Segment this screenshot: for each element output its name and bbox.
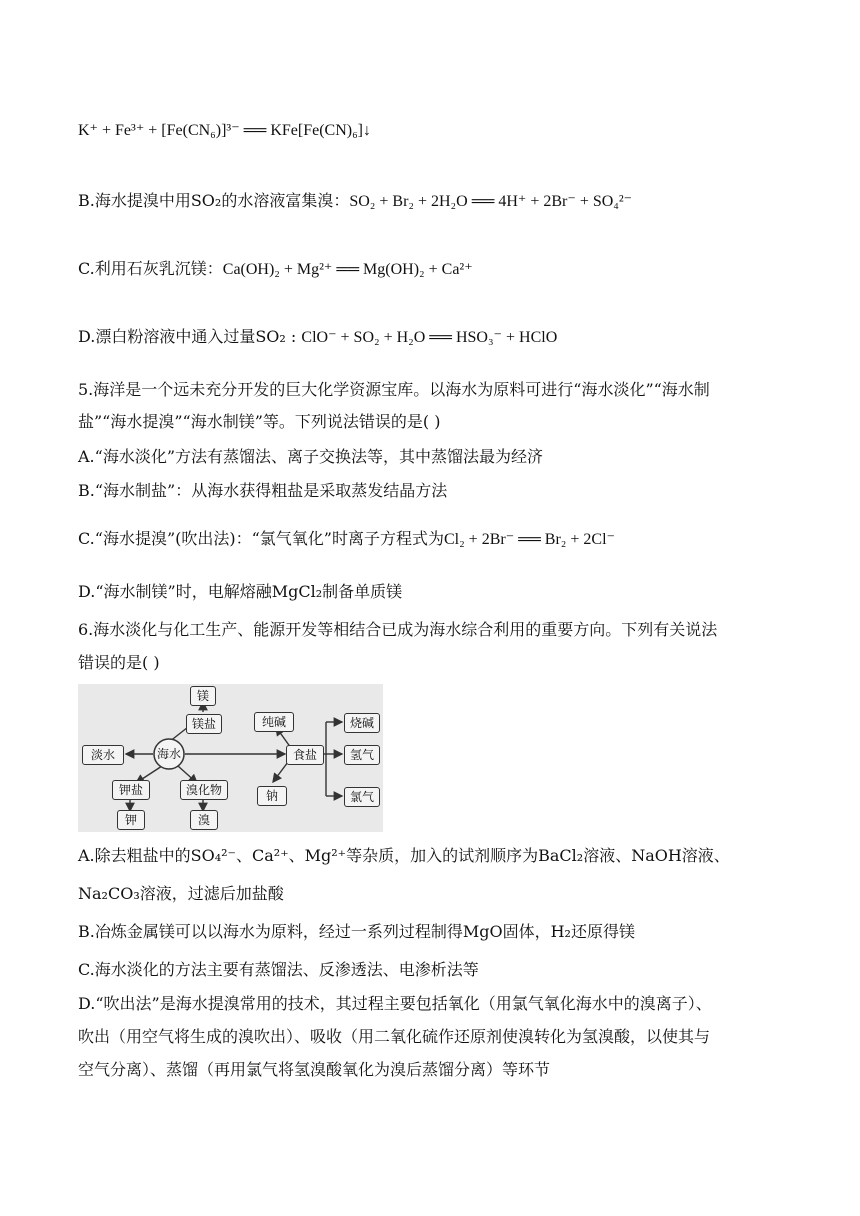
node-salt: 食盐 — [286, 745, 324, 765]
q4-option-b — [78, 190, 632, 213]
q6-stem-line-2: 错误的是( ) — [78, 653, 160, 672]
q5-option-a: A.“海水淡化”方法有蒸馏法、离子交换法等，其中蒸馏法最为经济 — [78, 447, 544, 466]
q5-option-c — [78, 528, 615, 551]
node-hydrogen: 氢气 — [344, 745, 380, 765]
node-seawater: 海水 — [156, 747, 181, 761]
q5-option-b: B.“海水制盐”：从海水获得粗盐是采取蒸发结晶方法 — [78, 481, 448, 500]
q4-option-c-text: C.利用石灰乳沉镁： — [78, 259, 223, 278]
q6-option-c: C.海水淡化的方法主要有蒸馏法、反渗透法、电渗析法等 — [78, 960, 479, 979]
q5-option-c-text: C.“海水提溴”(吹出法)：“氯气氧化”时离子方程式为 — [78, 529, 444, 548]
node-potassium-salt: 钾盐 — [112, 780, 150, 800]
q5-stem-line-2: 盐”“海水提溴”“海水制镁”等。下列说法错误的是( ) — [78, 412, 441, 431]
node-potassium: 钾 — [117, 810, 145, 830]
node-bromide: 溴化物 — [180, 780, 228, 800]
q6-option-d-line-1: D.“吹出法”是海水提溴常用的技术，其过程主要包括氧化（用氯气氧化海水中的溴离子）、 — [78, 994, 712, 1013]
q4-option-d-text: D.漂白粉溶液中通入过量SO₂ : — [78, 327, 302, 346]
q4-option-d-equation: ClO⁻ + SO₂ + H₂O ══ HSO₃⁻ + HClO — [301, 329, 558, 346]
q5-stem-line-1: 5.海洋是一个远未充分开发的巨大化学资源宝库。以海水为原料可进行“海水淡化”“海水制 — [78, 380, 710, 399]
node-bromine: 溴 — [190, 810, 218, 830]
q6-option-b: B.冶炼金属镁可以以海水为原料，经过一系列过程制得MgO固体，H₂还原得镁 — [78, 922, 635, 941]
node-soda-ash: 纯碱 — [254, 712, 294, 732]
q4-option-d — [78, 326, 557, 349]
node-chlorine: 氯气 — [344, 787, 380, 807]
q6-option-a-line-1: A.除去粗盐中的SO₄²⁻、Ca²⁺、Mg²⁺等杂质，加入的试剂顺序为BaCl₂溶液、NaOH溶液、 — [78, 846, 730, 865]
q4-option-b-equation: SO₂ + Br₂ + 2H₂O ══ 4H⁺ + 2Br⁻ + SO₄²⁻ — [349, 193, 633, 210]
q5-option-d: D.“海水制镁”时，电解熔融MgCl₂制备单质镁 — [78, 582, 403, 601]
seawater-utilization-diagram — [78, 684, 383, 832]
node-fresh-water: 淡水 — [82, 745, 124, 765]
q6-option-d-line-2: 吹出（用空气将生成的溴吹出）、吸收（用二氧化硫作还原剂使溴转化为氢溴酸，以使其与 — [78, 1027, 711, 1046]
node-caustic-soda: 烧碱 — [344, 713, 380, 733]
q4-option-c — [78, 258, 473, 281]
q4-option-b-text: B.海水提溴中用SO₂的水溶液富集溴： — [78, 191, 350, 210]
q6-option-d-line-3: 空气分离）、蒸馏（再用氯气将氢溴酸氧化为溴后蒸馏分离）等环节 — [78, 1060, 551, 1079]
q6-stem-line-1: 6.海水淡化与化工生产、能源开发等相结合已成为海水综合利用的重要方向。下列有关说法 — [78, 620, 718, 639]
q4-option-c-equation: Ca(OH)₂ + Mg²⁺ ══ Mg(OH)₂ + Ca²⁺ — [222, 261, 473, 278]
q5-option-c-equation: Cl₂ + 2Br⁻ ══ Br₂ + 2Cl⁻ — [443, 531, 615, 548]
node-magnesium: 镁 — [190, 686, 216, 706]
q4-equation-a: K⁺ + Fe³⁺ + [Fe(CN₆)]³⁻ ══ KFe[Fe(CN)₆]↓ — [78, 122, 371, 139]
node-magnesium-salt: 镁盐 — [186, 714, 222, 734]
node-sodium: 钠 — [257, 786, 287, 806]
q6-option-a-line-2: Na₂CO₃溶液，过滤后加盐酸 — [78, 884, 284, 903]
